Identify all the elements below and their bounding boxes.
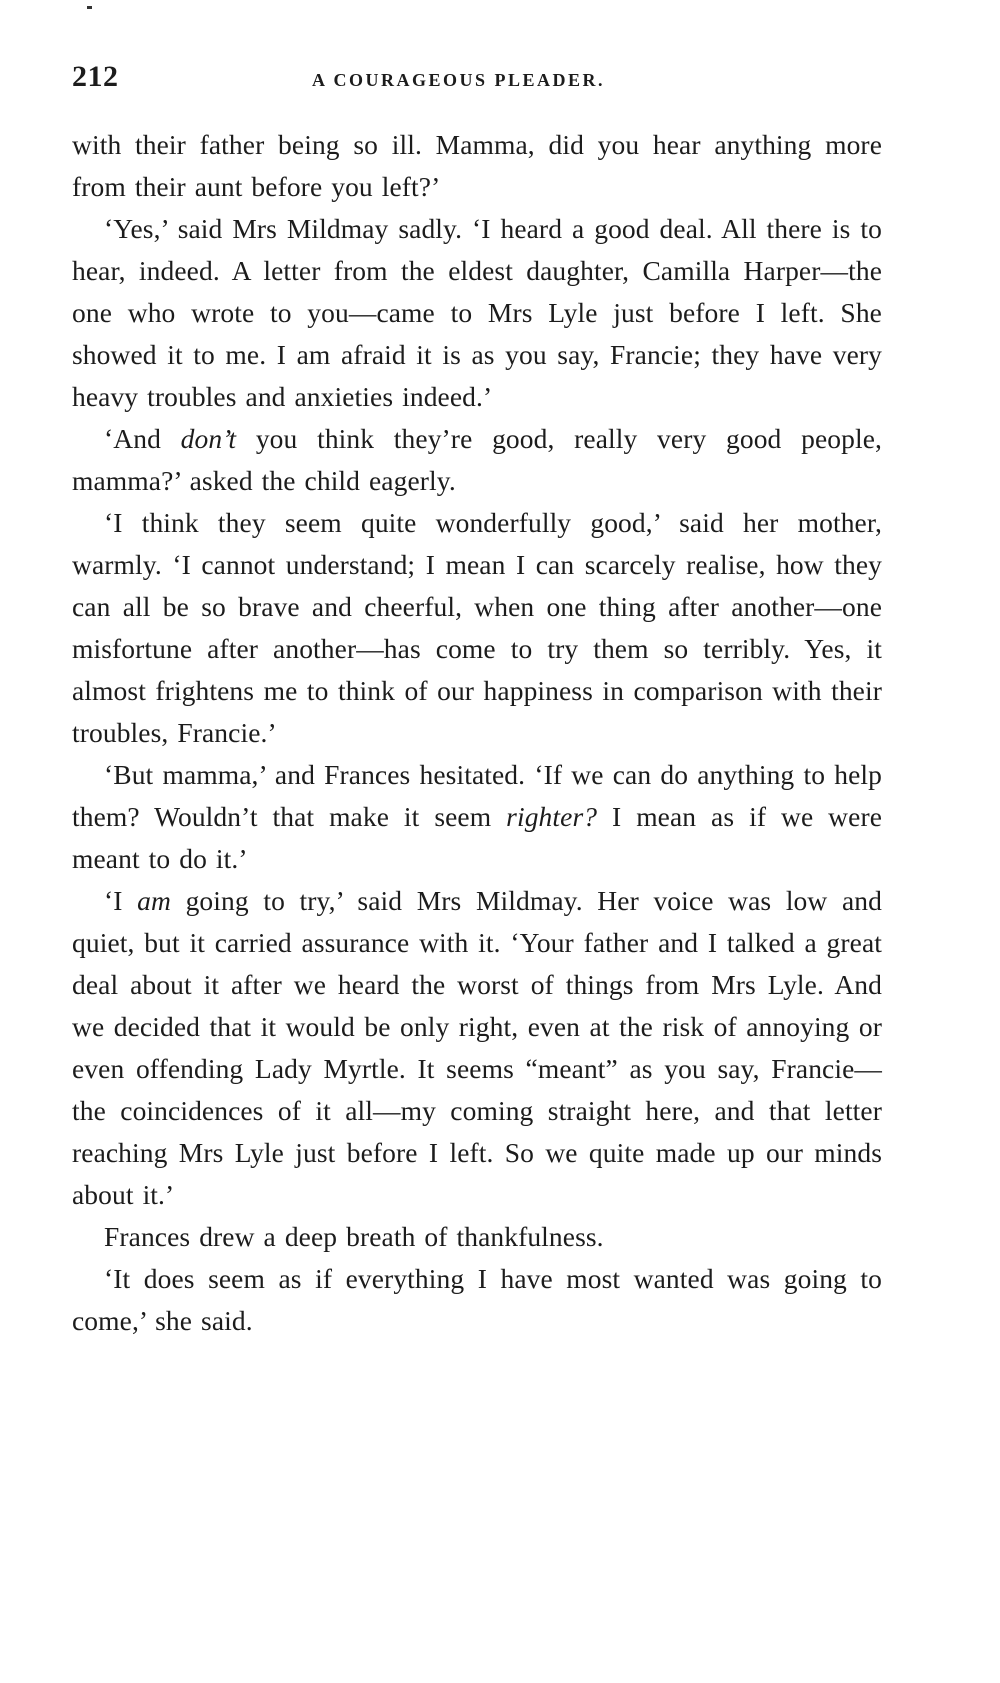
book-page (72, 60, 882, 1342)
page-number: 212 (72, 60, 119, 93)
paragraph-8: ‘It does seem as if everything I have most wanted was going to come,’ she said. (72, 1263, 882, 1336)
print-speck (87, 6, 92, 9)
italic-emphasis: don’t (180, 423, 237, 454)
italic-emphasis: am (137, 885, 171, 916)
paragraph-5: ‘But mamma,’ and Frances hesitated. ‘If we can do anything to help them? Wouldn’t that make it seem righter? I mean as if we were meant to do it.’ (72, 759, 883, 874)
body-text (72, 124, 882, 1342)
paragraph-1: with their father being so ill. Mamma, did you hear anything more from their aunt before you left?’ (72, 129, 882, 202)
paragraph-6: ‘I am going to try,’ said Mrs Mildmay. Her voice was low and quiet, but it carried assurance with it. ‘Your father and I talked a great deal about it after we heard the worst of things from Mrs Lyle. And we decided that it would be only right, even at the risk of annoying or even offending Lady Myrtle. It seems “meant” as you say, Francie—the coincidences of it all—my coming straight here, and that letter reaching Mrs Lyle just before I left. So we quite made up our minds about it.’ (72, 885, 882, 1210)
paragraph-4: ‘I think they seem quite wonderfully good,’ said her mother, warmly. ‘I cannot understand; I mean I can scarcely realise, how they can all be so brave and cheerful, when one thing after another—one misfortune after another—has come to try them so terribly. Yes, it almost frightens me to think of our happiness in comparison with their troubles, Francie.’ (72, 507, 882, 748)
italic-emphasis: righter? (506, 801, 598, 832)
running-head (72, 60, 882, 100)
paragraph-2: ‘Yes,’ said Mrs Mildmay sadly. ‘I heard a good deal. All there is to hear, indeed. A letter from the eldest daughter, Camilla Harper—the one who wrote to you—came to Mrs Lyle just before I left. She showed it to me. I am afraid it is as you say, Francie; they have very heavy troubles and anxieties indeed.’ (72, 213, 882, 412)
running-title: A COURAGEOUS PLEADER. (312, 70, 606, 90)
paragraph-3: ‘And don’t you think they’re good, really very good people, mamma?’ asked the child eagerly. (72, 423, 882, 496)
paragraph-7: Frances drew a deep breath of thankfulness. (104, 1221, 604, 1252)
